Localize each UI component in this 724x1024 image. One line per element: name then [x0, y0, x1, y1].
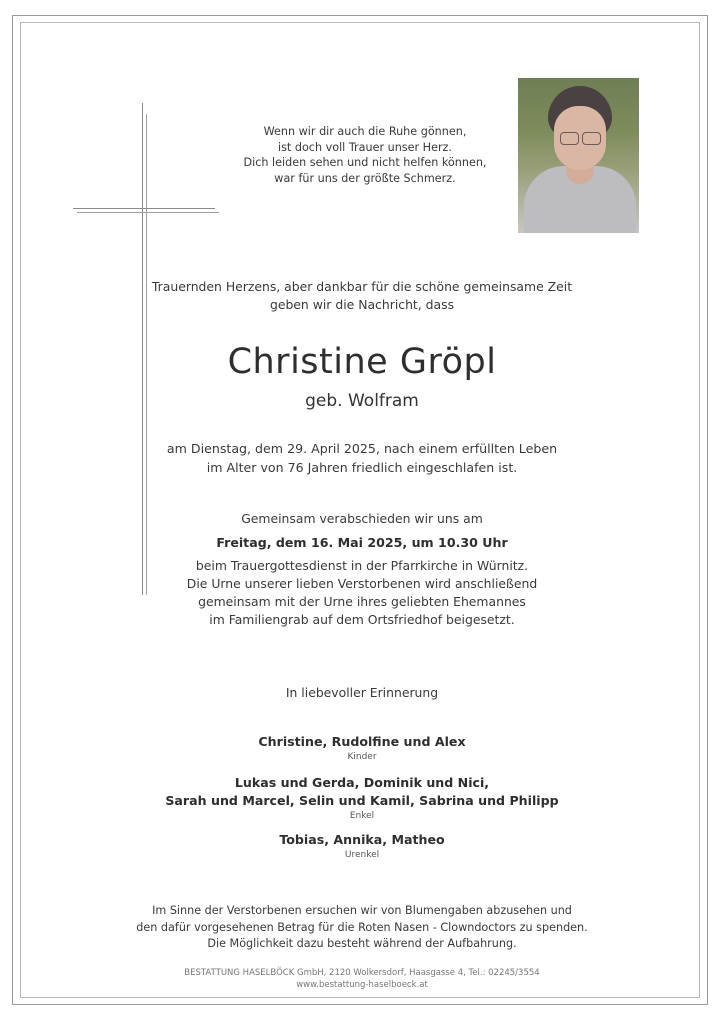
- family-names: Sarah und Marcel, Selin und Kamil, Sabrina und Philipp: [165, 793, 559, 808]
- death-notice: [140, 440, 584, 477]
- note-line: den dafür vorgesehenen Betrag für die Roten Nasen - Clowndoctors zu spenden.: [136, 920, 588, 934]
- family-group-great-grandchildren: [140, 831, 584, 861]
- donation-note: [120, 903, 604, 953]
- poem-line: Dich leiden sehen und nicht helfen können,: [243, 156, 487, 169]
- family-group-children: [140, 733, 584, 763]
- poem-line: ist doch voll Trauer unser Herz.: [277, 140, 452, 154]
- family-group-grandchildren: [140, 774, 584, 822]
- footer: [140, 967, 584, 991]
- memory-heading: In liebevoller Erinnerung: [285, 685, 439, 700]
- birth-name: geb. Wolfram: [305, 391, 419, 411]
- ceremony-detail-line: gemeinsam mit der Urne ihres geliebten Ehemannes: [198, 594, 526, 609]
- ceremony-detail-line: im Familiengrab auf dem Ortsfriedhof beigesetzt.: [209, 612, 515, 627]
- poem-line: war für uns der größte Schmerz.: [274, 171, 456, 185]
- note-line: Im Sinne der Verstorbenen ersuchen wir von Blumengaben abzusehen und: [152, 904, 572, 917]
- poem-line: Wenn wir dir auch die Ruhe gönnen,: [263, 125, 467, 138]
- ceremony-detail-line: Die Urne unserer lieben Verstorbenen wird anschließend: [186, 576, 538, 591]
- family-names: Lukas und Gerda, Dominik und Nici,: [234, 775, 490, 790]
- ceremony-details: [140, 557, 584, 629]
- deceased-name: Christine Gröpl: [227, 342, 497, 382]
- death-line: am Dienstag, dem 29. April 2025, nach einem erfüllten Leben: [166, 441, 558, 456]
- ceremony-intro: Gemeinsam verabschieden wir uns am: [241, 511, 483, 526]
- family-role: Urenkel: [344, 850, 380, 860]
- note-line: Die Möglichkeit dazu besteht während der Aufbahrung.: [207, 937, 517, 950]
- intro-line: geben wir die Nachricht, dass: [269, 297, 455, 312]
- ceremony-date: Freitag, dem 16. Mai 2025, um 10.30 Uhr: [216, 535, 508, 550]
- family-role: Enkel: [349, 811, 375, 821]
- portrait-photo: [518, 78, 639, 233]
- cross-horizontal-line-shadow: [77, 212, 219, 213]
- intro-line: Trauernden Herzens, aber dankbar für die schöne gemeinsame Zeit: [151, 279, 573, 294]
- footer-company: BESTATTUNG HASELBÖCK GmbH, 2120 Wolkersdorf, Haasgasse 4, Tel.: 02245/3554: [184, 968, 540, 978]
- ceremony-detail-line: beim Trauergottesdienst in der Pfarrkirche in Würnitz.: [195, 558, 529, 573]
- poem: [225, 124, 505, 186]
- family-names: Tobias, Annika, Matheo: [279, 832, 445, 847]
- family-names: Christine, Rudolfine und Alex: [258, 734, 466, 749]
- intro-text: [140, 278, 584, 314]
- death-line: im Alter von 76 Jahren friedlich eingeschlafen ist.: [206, 459, 518, 475]
- footer-website: www.bestattung-haselboeck.at: [296, 980, 428, 990]
- cross-horizontal-line: [73, 208, 215, 209]
- family-role: Kinder: [347, 752, 377, 762]
